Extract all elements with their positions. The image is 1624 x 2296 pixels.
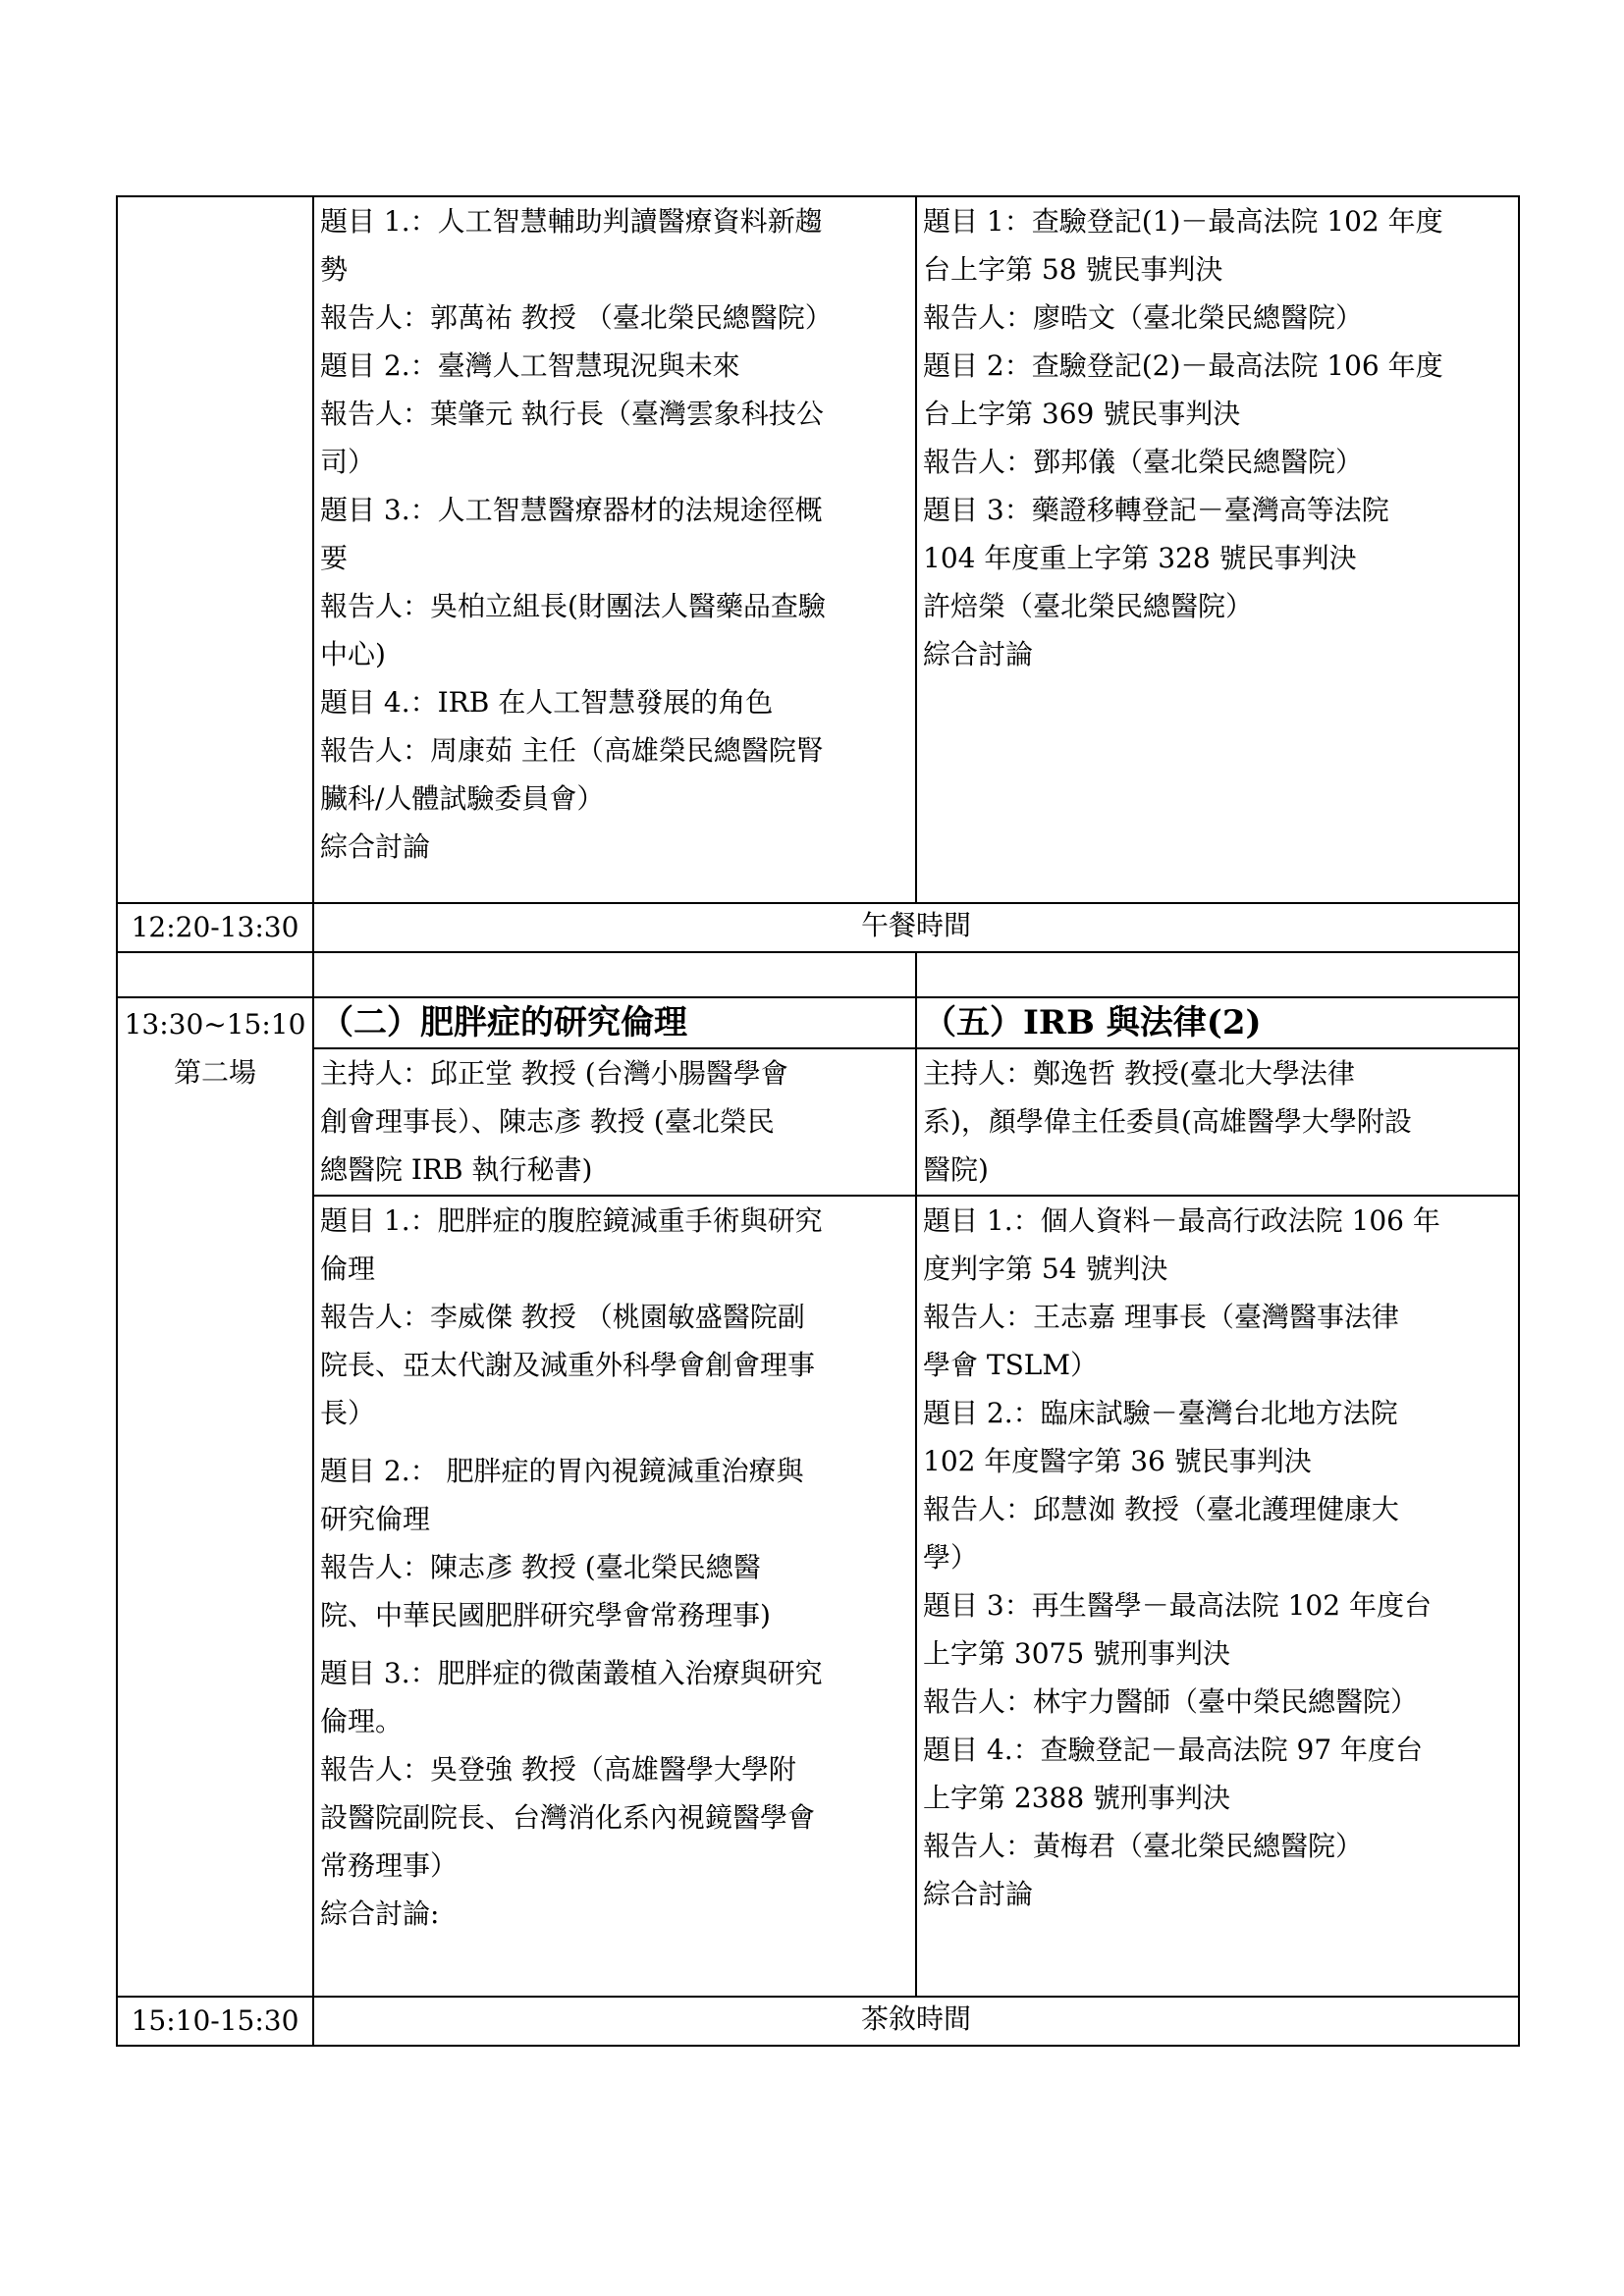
text-line: 創會理事長）、陳志彥 教授 (臺北榮民 xyxy=(320,1105,775,1138)
text-line: 報告人：陳志彥 教授 (臺北榮民總醫 xyxy=(320,1551,761,1583)
text-line: 學） xyxy=(923,1541,979,1574)
text-line: 報告人：鄧邦儀（臺北榮民總醫院） xyxy=(923,446,1364,478)
text-line: 台上字第 369 號民事判決 xyxy=(923,398,1241,430)
text-line: 醫院) xyxy=(923,1153,989,1186)
text-line: 司） xyxy=(320,446,376,478)
text-line: 題目 2：查驗登記(2)－最高法院 106 年度 xyxy=(923,349,1443,382)
text-line: 報告人：吳柏立組長(財團法人醫藥品查驗 xyxy=(320,590,826,622)
text-line: 度判字第 54 號判決 xyxy=(923,1253,1168,1285)
text-line: 長） xyxy=(320,1397,376,1429)
text-line: 要 xyxy=(320,542,349,574)
text-line: 院長、亞太代謝及減重外科學會創會理事 xyxy=(320,1349,816,1381)
text-line: 綜合討論: xyxy=(320,1897,440,1930)
text-line: 勢 xyxy=(320,253,349,286)
session2-left-title-cell xyxy=(313,997,916,1048)
text-line: 中心) xyxy=(320,638,386,670)
text-line: 報告人：李威傑 教授 （桃園敏盛醫院副 xyxy=(320,1301,805,1333)
text-line: 臟科/人體試驗委員會） xyxy=(320,782,605,815)
row1-left-text xyxy=(320,197,909,871)
session1-topics-row xyxy=(117,196,1519,903)
text-line: 系)，顏學偉主任委員(高雄醫學大學附設 xyxy=(923,1105,1412,1138)
session2-right-title: （五）IRB 與法律(2) xyxy=(923,1003,1262,1042)
session2-host-row xyxy=(117,1048,1519,1196)
text-line: 題目 4.：IRB 在人工智慧發展的角色 xyxy=(320,686,774,719)
text-line: 許焙榮（臺北榮民總醫院） xyxy=(923,590,1254,622)
text-line: 綜合討論 xyxy=(320,830,431,863)
session2-right-host xyxy=(923,1049,1512,1194)
text-line: 題目 2.：臨床試驗－臺灣台北地方法院 xyxy=(923,1397,1398,1429)
row1-right-text xyxy=(923,197,1512,678)
text-line: 報告人：葉肇元 執行長（臺灣雲象科技公 xyxy=(320,398,824,430)
tea-label: 茶敘時間 xyxy=(313,1997,1519,2046)
text-line: 報告人：周康茹 主任（高雄榮民總醫院腎 xyxy=(320,734,824,767)
topic-gap xyxy=(320,1437,909,1447)
session2-left-topics-cell xyxy=(313,1196,916,1997)
tea-row xyxy=(117,1997,1519,2046)
text-line: 102 年度醫字第 36 號民事判決 xyxy=(923,1445,1312,1477)
session2-title-row xyxy=(117,997,1519,1048)
text-line: 題目 4.：查驗登記－最高法院 97 年度台 xyxy=(923,1734,1424,1766)
text-line: 主持人：鄭逸哲 教授(臺北大學法律 xyxy=(923,1057,1355,1090)
text-line: 報告人：林宇力醫師（臺中榮民總醫院） xyxy=(923,1685,1419,1718)
text-line: 題目 3：再生醫學－最高法院 102 年度台 xyxy=(923,1589,1432,1622)
session2-right-host-cell xyxy=(916,1048,1519,1196)
session2-time: 13:30~15:10 xyxy=(124,1008,306,1041)
text-line: 綜合討論 xyxy=(923,1878,1034,1910)
session2-right-topics-cell xyxy=(916,1196,1519,1997)
topic-gap xyxy=(320,1639,909,1649)
text-line: 題目 1.：人工智慧輔助判讀醫療資料新趨 xyxy=(320,205,823,238)
text-line: 報告人：廖晧文（臺北榮民總醫院） xyxy=(923,301,1364,334)
blank-cell xyxy=(916,952,1519,997)
text-line: 綜合討論 xyxy=(923,638,1034,670)
text-line: 報告人：黃梅君（臺北榮民總醫院） xyxy=(923,1830,1364,1862)
text-line: 題目 2.： 肥胖症的胃內視鏡減重治療與 xyxy=(320,1455,804,1487)
lunch-row xyxy=(117,903,1519,952)
text-line: 研究倫理 xyxy=(320,1503,431,1535)
blank-cell xyxy=(117,952,313,997)
session2-left-host-cell xyxy=(313,1048,916,1196)
text-line: 題目 3.：人工智慧醫療器材的法規途徑概 xyxy=(320,494,823,526)
text-line: 學會 TSLM） xyxy=(923,1349,1099,1381)
text-line: 上字第 3075 號刑事判決 xyxy=(923,1637,1231,1670)
text-line: 報告人：邱慧洳 教授（臺北護理健康大 xyxy=(923,1493,1399,1525)
text-line: 報告人：吳登強 教授（高雄醫學大學附 xyxy=(320,1753,796,1786)
text-line: 倫理 xyxy=(320,1253,376,1285)
text-line: 院、中華民國肥胖研究學會常務理事) xyxy=(320,1599,771,1631)
text-line: 台上字第 58 號民事判決 xyxy=(923,253,1223,286)
text-line: 上字第 2388 號刑事判決 xyxy=(923,1782,1231,1814)
text-line: 題目 2.：臺灣人工智慧現況與未來 xyxy=(320,349,740,382)
row1-right-cell xyxy=(916,196,1519,903)
text-line: 題目 1.：個人資料－最高行政法院 106 年 xyxy=(923,1204,1440,1237)
session2-left-host xyxy=(320,1049,909,1194)
text-line: 題目 3.：肥胖症的微菌叢植入治療與研究 xyxy=(320,1657,823,1689)
lunch-time: 12:20-13:30 xyxy=(117,903,313,952)
session2-right-title-cell xyxy=(916,997,1519,1048)
session2-topics-row xyxy=(117,1196,1519,1997)
text-line: 倫理。 xyxy=(320,1705,404,1737)
blank-row xyxy=(117,952,1519,997)
row1-left-cell xyxy=(313,196,916,903)
session2-left-title: （二）肥胖症的研究倫理 xyxy=(320,1003,687,1042)
tea-time: 15:10-15:30 xyxy=(117,1997,313,2046)
blank-cell xyxy=(313,952,916,997)
text-line: 主持人：邱正堂 教授 (台灣小腸醫學會 xyxy=(320,1057,788,1090)
time-cell xyxy=(117,196,313,903)
lunch-label: 午餐時間 xyxy=(313,903,1519,952)
text-line: 題目 1.：肥胖症的腹腔鏡減重手術與研究 xyxy=(320,1204,823,1237)
text-line: 報告人：王志嘉 理事長（臺灣醫事法律 xyxy=(923,1301,1399,1333)
text-line: 總醫院 IRB 執行秘書) xyxy=(320,1153,593,1186)
text-line: 常務理事） xyxy=(320,1849,459,1882)
session2-name: 第二場 xyxy=(173,1056,256,1089)
text-line: 設醫院副院長、台灣消化系內視鏡醫學會 xyxy=(320,1801,816,1834)
session2-right-topics xyxy=(923,1197,1512,1918)
text-line: 報告人：郭萬祐 教授 （臺北榮民總醫院） xyxy=(320,301,833,334)
text-line: 題目 1：查驗登記(1)－最高法院 102 年度 xyxy=(923,205,1443,238)
session2-time-cell xyxy=(117,997,313,1997)
agenda-table xyxy=(116,195,1520,2047)
session2-left-topics xyxy=(320,1197,909,1938)
text-line: 題目 3：藥證移轉登記－臺灣高等法院 xyxy=(923,494,1389,526)
text-line: 104 年度重上字第 328 號民事判決 xyxy=(923,542,1357,574)
